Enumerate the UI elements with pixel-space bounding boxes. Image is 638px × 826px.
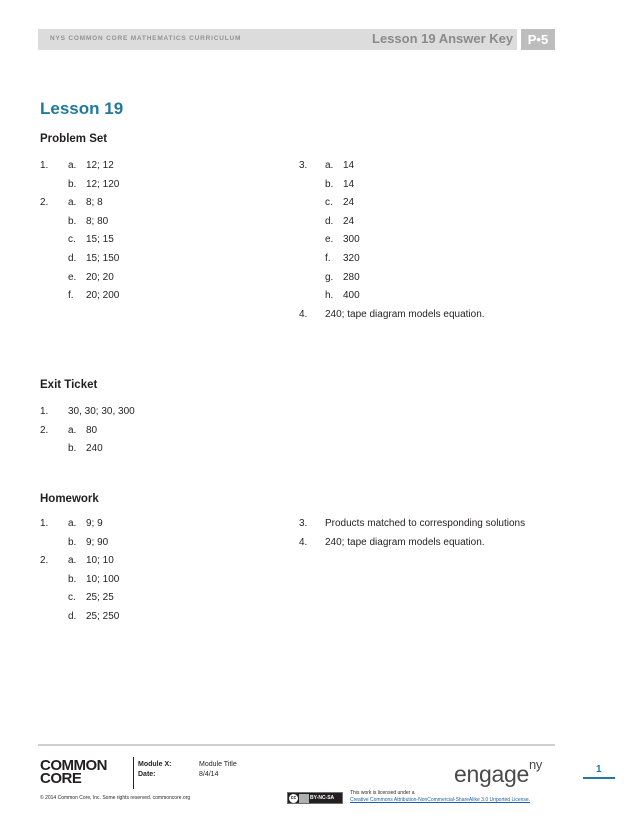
problem-number: 4. <box>299 536 308 548</box>
logo-line-1: COMMON <box>40 757 107 774</box>
license-text: This work is licensed under a <box>350 790 415 796</box>
answer-text: 8; 8 <box>86 197 103 209</box>
answer-text: 280 <box>343 271 360 283</box>
engage-sup: ny <box>528 757 543 773</box>
copyright-text: © 2014 Common Core, Inc. Some rights reserved. commoncore.org <box>40 795 191 801</box>
problem-set-title: Problem Set <box>40 133 108 145</box>
answer-text: 240; tape diagram models equation. <box>325 308 485 320</box>
page-number: 1 <box>596 764 602 775</box>
curriculum-title: NYS COMMON CORE MATHEMATICS CURRICULUM <box>50 35 242 42</box>
problem-number: 4. <box>299 308 308 320</box>
answer-text: 80 <box>86 424 98 436</box>
problem-number: 2. <box>40 424 49 436</box>
answer-text: 8; 80 <box>86 215 109 227</box>
part-letter: h. <box>325 290 334 302</box>
answer-text: 240 <box>86 443 103 455</box>
answer-text: 15; 15 <box>86 234 114 246</box>
footer-divider <box>133 757 134 789</box>
module-value: Module Title <box>199 761 237 768</box>
answer-text: Products matched to corresponding solutions <box>325 518 526 529</box>
part-letter: b. <box>68 215 77 227</box>
module-label: Module X: <box>138 761 172 768</box>
page-number-rule <box>583 777 615 779</box>
answer-text: 15; 150 <box>86 253 120 264</box>
logo-line-2: CORE <box>40 770 82 787</box>
answer-text: 20; 200 <box>86 290 120 302</box>
problem-number: 2. <box>40 197 49 209</box>
lesson-title: Lesson 19 <box>40 99 124 118</box>
cc-license-badge[interactable] <box>287 792 343 804</box>
answer-text: 10; 100 <box>86 573 120 585</box>
part-letter: f. <box>68 290 74 302</box>
exit-ticket-title: Exit Ticket <box>40 379 98 391</box>
answer-text: 12; 12 <box>86 160 114 171</box>
part-letter: c. <box>325 197 333 209</box>
answer-text: 400 <box>343 290 360 302</box>
answer-text: 14 <box>343 160 355 171</box>
part-letter: d. <box>325 215 334 227</box>
problem-number: 1. <box>40 160 49 171</box>
answer-text: 300 <box>343 234 360 246</box>
part-letter: c. <box>68 234 76 246</box>
engageny-logo <box>454 757 543 788</box>
part-letter: b. <box>68 573 77 585</box>
part-letter: e. <box>325 234 334 246</box>
problem-number: 3. <box>299 160 308 171</box>
part-letter: d. <box>68 253 77 264</box>
date-label: Date: <box>138 771 156 778</box>
footer-rule <box>38 744 555 746</box>
part-letter: b. <box>68 536 77 548</box>
part-letter: d. <box>68 611 77 622</box>
part-letter: b. <box>68 443 77 455</box>
answer-text: 9; 90 <box>86 536 109 548</box>
date-value: 8/4/14 <box>199 771 219 778</box>
answer-text: 14 <box>343 178 355 190</box>
problem-number: 1. <box>40 518 49 529</box>
part-letter: g. <box>325 271 334 283</box>
answer-text: 9; 9 <box>86 518 103 529</box>
homework-title: Homework <box>40 493 99 505</box>
common-core-logo <box>40 759 120 785</box>
answer-text: 320 <box>343 253 360 264</box>
part-letter: c. <box>68 592 76 604</box>
part-letter: a. <box>68 197 77 209</box>
problem-number: 1. <box>40 406 49 417</box>
cc-badge-text: BY-NC-SA <box>310 795 335 801</box>
part-letter: e. <box>68 271 77 283</box>
answer-text: 24 <box>343 197 355 209</box>
grade-badge: P•5 <box>521 29 555 50</box>
answer-text: 25; 250 <box>86 611 120 622</box>
part-letter: a. <box>68 518 77 529</box>
cc-attribution-icon <box>299 794 309 803</box>
engage-text: engage <box>454 761 529 787</box>
answer-text: 25; 25 <box>86 592 114 604</box>
part-letter: a. <box>68 160 77 171</box>
part-letter: b. <box>325 178 334 190</box>
part-letter: f. <box>325 253 331 264</box>
cc-icon: cc <box>290 795 297 801</box>
answer-text: 240; tape diagram models equation. <box>325 536 485 548</box>
answer-text: 12; 120 <box>86 178 120 190</box>
answer-text: 24 <box>343 215 355 227</box>
license-link[interactable]: Creative Commons Attribution-NonCommercial-ShareAlike 3.0 Unported License. <box>350 797 531 803</box>
answer-text: 10; 10 <box>86 555 114 567</box>
part-letter: a. <box>325 160 334 171</box>
problem-number: 3. <box>299 518 308 529</box>
part-letter: a. <box>68 555 77 567</box>
answer-text: 20; 20 <box>86 271 114 283</box>
problem-number: 2. <box>40 555 49 567</box>
answer-key-title: Lesson 19 Answer Key <box>372 31 514 46</box>
part-letter: b. <box>68 178 77 190</box>
part-letter: a. <box>68 424 77 436</box>
answer-text: 30, 30; 30, 300 <box>68 406 135 417</box>
